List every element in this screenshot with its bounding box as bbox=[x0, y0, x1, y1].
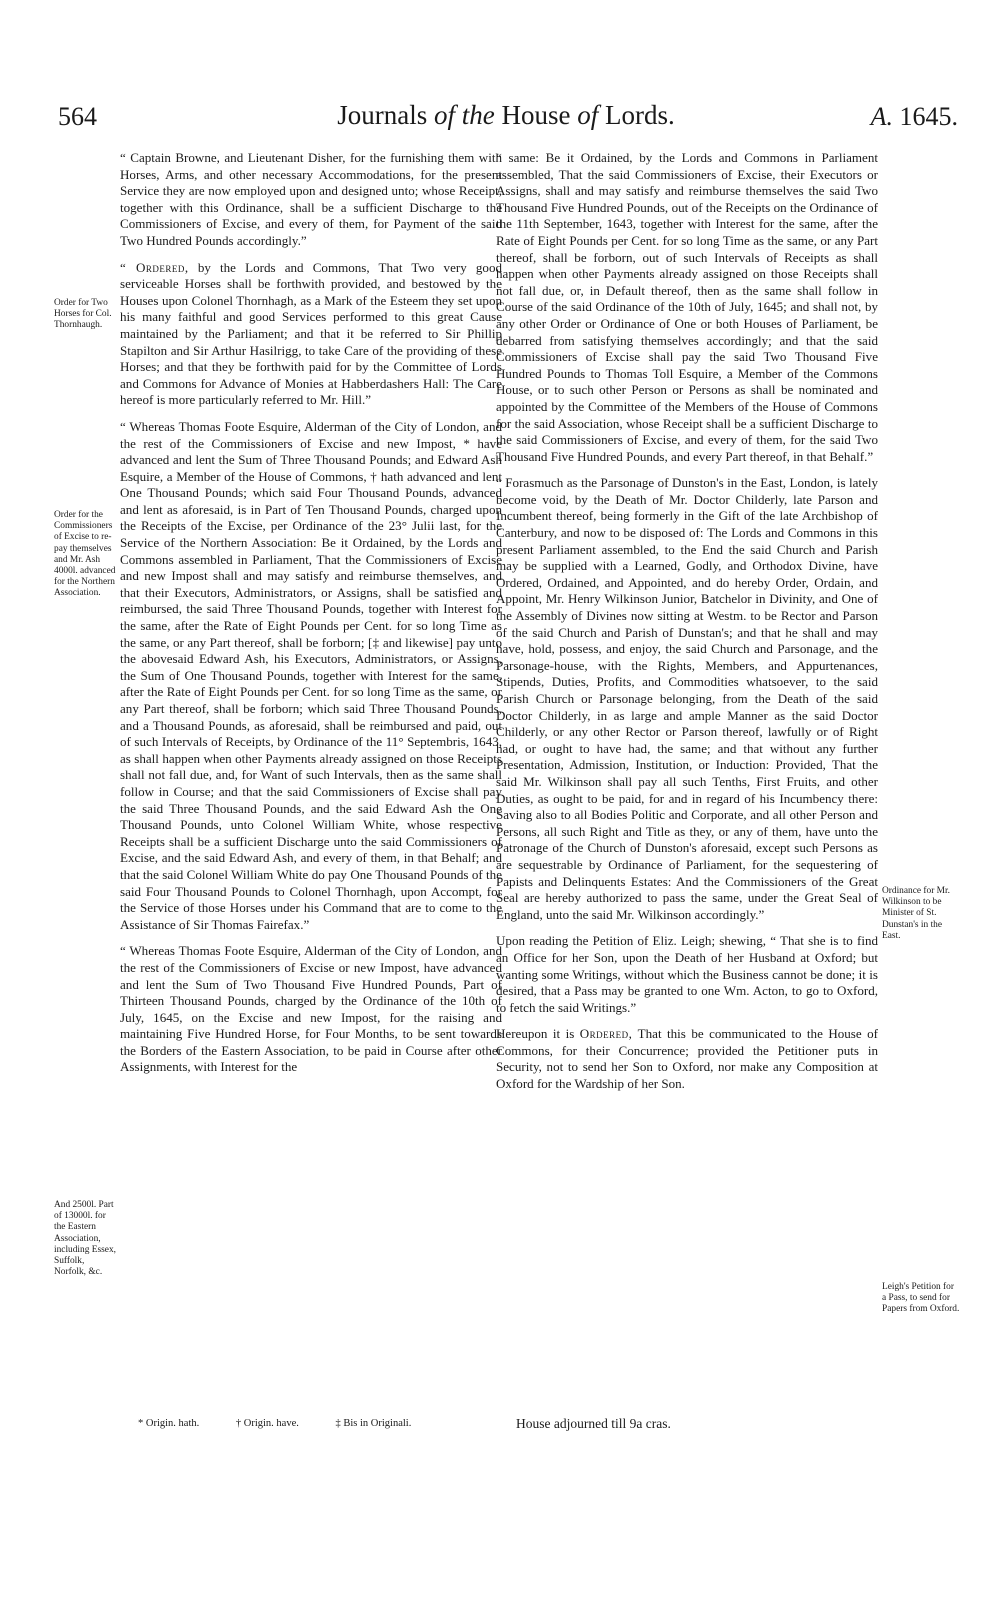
year-label bbox=[871, 102, 958, 132]
ordered-lead: “ Ordered, bbox=[120, 259, 189, 275]
margin-note-leigh-petition: Leigh's Petition for a Pass, to send for Papers from Oxford. bbox=[882, 1282, 960, 1315]
title-word: of bbox=[433, 100, 455, 130]
page-header bbox=[54, 98, 958, 140]
margin-note-thornhaugh-horses: Order for Two Horses for Col. Thornhaugh. bbox=[54, 298, 112, 331]
ordered-word: Ordered, bbox=[579, 1026, 633, 1042]
margin-note-eastern-association: And 2500l. Part of 13000l. for the Eastern Association, including Essex, Suffolk, Norfolk, &c. bbox=[54, 1200, 116, 1278]
adjournment-line: House adjourned till 9a cras. bbox=[516, 1416, 671, 1431]
title-word: of bbox=[577, 100, 599, 130]
paragraph-hereupon-ordered bbox=[496, 1026, 878, 1092]
paragraph-eastern-continued: “ same: Be it Ordained, by the Lords and Commons in Parliament assembled, That the said Commissioners of Excise, their Executors or Assigns, shall and may satisfy and reimburse themselves the said Two Thousand Five Hundred Pounds, out of the Receipts on the Ordinance of the 11th September, 1643, together with Interest for the same, after the Rate of Eight Pounds per Cent. for so long Time as the same, or any Part thereof, shall be forborn, out of such Intervals of Receipts as shall happen when other Payments already assigned on those Receipts shall not fall due, or, in Default thereof, then as the same shall follow in Course of the said Ordinance of the 10th of July, 1645; and shall not, by any other Order or Ordinance of One or both Houses of Parliament, be debarred from satisfying themselves accordingly; and that the said Commissioners of Excise shall pay the said Two Thousand Five Hundred Pounds to Thomas Toll Esquire, a Member of the Commons House, or to such other Person or Persons as shall be nominated and appointed by the Committee of the Members of the House of Commons for the said Association, whose Receipt shall be a sufficient Discharge to the said Commissioners of Excise, and every of them, for the said Two Thousand Five Hundred Pounds, and every Part thereof, in that Behalf.” bbox=[496, 150, 878, 464]
running-title bbox=[54, 100, 958, 131]
paragraph-text: by the Lords and Commons, That Two very good serviceable Horses shall be forthwith provided, and bestowed by the Houses upon Colonel Thornhagh, as a Mark of the Esteem they set upon his many faithful and good Services performed to this great Cause maintained by the Parliament; and that it be referred to Sir Phillip Stapilton and Sir Arthur Hasilrigg, to take Care of the providing of these Horses; and that they be forthwith paid for by the Committee of Lords and Commons for Advance of Monies at Habberdashers Hall: The Care hereof is more particularly referred to Mr. Hill.” bbox=[120, 259, 502, 408]
page-number: 564 bbox=[58, 102, 97, 131]
paragraph-text: That this be communicated to the House of Commons, for their Concurrence; provided the Petitioner puts in Security, not to send her Son to Oxford, nor make any Composition at Oxford for the Wardship of her Son. bbox=[496, 1026, 878, 1092]
paragraph-foote-ash: “ Whereas Thomas Foote Esquire, Alderman of the City of London, and the rest of the Commissioners of Excise and new Impost, * have advanced and lent the Sum of Three Thousand Pounds; and Edward Ash Esquire, a Member of the House of Commons, † hath advanced and lent One Thousand Pounds; which said Four Thousand Pounds, advanced and lent as aforesaid, is in Part of Ten Thousand Pounds, charged upon the Receipts of the Excise, per Ordinance of the 23° Julii last, for the Service of the Northern Association: Be it Ordained, by the Lords and Commons assembled in Parliament, That the Commissioners of Excise and new Impost shall and may satisfy and reimburse themselves, and that their Executors, Administrators, or Assigns, shall be satisfied and reimbursed, the said Three Thousand Pounds, together with Interest for the same, after the Rate of Eight Pounds per Cent. for so long Time as the same, or any Part thereof, shall be forborn; [‡ and likewise] pay unto the abovesaid Edward Ash, his Executors, Administrators, or Assigns, the Sum of One Thousand Pounds, together with Interest for the same, after the Rate of Eight Pounds per Cent. for so long Time as the same, or any Part thereof, shall be forborn; which said Three Thousand Pounds, and a Thousand Pounds, as aforesaid, shall be reimbursed and paid, out of such Intervals of Receipts, by Ordinance of the 11° Septembris, 1643, as shall happen when other Payments already assigned on those Receipts shall not fall due, and, for Want of such Intervals, then as the same shall follow in Course; and that the said Commissioners of Excise shall pay the said Three Thousand Pounds, and the said Edward Ash the One Thousand Pounds, unto Colonel William White, whose respective Receipts shall be a sufficient Discharge unto the said Commissioners of Excise, and the said Edward Ash, and every of them, in that Behalf; and that the said Colonel William White do pay One Thousand Pounds of the said Four Thousand Pounds to Colonel Thornhagh, upon Accompt, for the Service of those Horses under his Command that are to come to the Assistance of Sir Thomas Fairefax.” bbox=[120, 418, 502, 932]
year-value: 1645. bbox=[899, 102, 958, 131]
footnotes bbox=[138, 1418, 498, 1429]
paragraph-browne-disher: “ Captain Browne, and Lieutenant Disher, for the furnishing them with Horses, Arms, and other necessary Accommodations, for the present Service they are now employed upon and designed unto; whose Receipt, together with this Ordinance, shall be a sufficient Discharge to the Commissioners of Excise, and every of them, for Payment of the said Two Hundred Pounds accordingly.” bbox=[120, 150, 502, 248]
paragraph-eastern-association: “ Whereas Thomas Foote Esquire, Alderman of the City of London, and the rest of the Commissioners of Excise or new Impost, have advanced and lent the Sum of Two Thousand Five Hundred Pounds, Part of Thirteen Thousand Pounds, charged by the Ordinance of the 10th of July, 1645, on the Excise and new Impost, for the raising and maintaining Five Hundred Horse, for Four Months, to be sent towards the Borders of the Eastern Association, to be paid in Course after other Assignments, with Interest for the bbox=[120, 943, 502, 1075]
title-word: Journals bbox=[337, 100, 428, 130]
title-word: House bbox=[501, 100, 571, 130]
title-word: the bbox=[461, 100, 495, 130]
margin-note-northern-association: Order for the Commissioners of Excise to re-pay themselves and Mr. Ash 4000l. advanced for the Northern Association. bbox=[54, 510, 116, 599]
paragraph-thornhagh-horses bbox=[120, 260, 502, 409]
footnote: ‡ Bis in Originali. bbox=[335, 1418, 412, 1429]
title-word: Lords. bbox=[605, 100, 675, 130]
margin-note-wilkinson-ordinance: Ordinance for Mr. Wilkinson to be Minister of St. Dunstan's in the East. bbox=[882, 886, 950, 941]
footnote: * Origin. hath. bbox=[138, 1418, 200, 1429]
footnote: † Origin. have. bbox=[235, 1418, 299, 1429]
year-prefix: A. bbox=[870, 102, 893, 131]
paragraph-dunstans-parsonage: “ Forasmuch as the Parsonage of Dunston's in the East, London, is lately become void, by the Death of Mr. Doctor Childerly, late Parson and Incumbent thereof, being formerly in the Gift of the late Archbishop of Canterbury, and now to be disposed of: The Lords and Commons in this present Parliament assembled, to the End the said Church and Parish may be supplied with a Learned, Godly, and Orthodox Divine, have Ordered, Ordained, and Appointed, and do hereby Order, Ordain, and Appoint, Mr. Henry Wilkinson Junior, Batchelor in Divinity, and One of the Assembly of Divines now sitting at Westm. to be Rector and Parson of the said Church and Parish of Dunstan's; and that he shall and may have, hold, possess, and enjoy, the said Church and Parsonage, and the Parsonage-house, with the Rights, Members, and Appurtenances, Stipends, Duties, Profits, and Commodities whatsoever, to the said Parish Church or Parsonage belonging, from the Death of the said Doctor Childerly, in as large and ample Manner as the said Doctor Childerly, or any other Rector or Parson thereof, lawfully or of Right had, or ought to have had, the same; and that without any further Presentation, Admission, Institution, or Induction: Provided, That the said Mr. Wilkinson shall pay all such Tenths, First Fruits, and other Duties, as ought to be paid, for and in regard of his Incumbency there: Saving also to all Bodies Politic and Corporate, and all other Person and Persons, all such Right and Title as they, or any of them, have unto the Patronage of the Church of Dunston's aforesaid, except such Persons as are sequestrable by Ordinance of Parliament, for the sequestering of Papists and Delinquents Estates: And the Commissioners of the Great Seal are hereby authorized to pass the same, under the Great Seal of England, unto the said Mr. Wilkinson accordingly.” bbox=[496, 475, 878, 922]
paragraph-lead: Hereupon it is bbox=[496, 1026, 575, 1042]
paragraph-leigh-petition: Upon reading the Petition of Eliz. Leigh; shewing, “ That she is to find an Office for her Son, upon the Death of her Husband at Oxford; but wanting some Writings, without which the Business cannot be done; it is desired, that a Pass may be granted to one Wm. Acton, to go to Oxford, to fetch the said Writings.” bbox=[496, 933, 878, 1015]
right-column bbox=[496, 150, 878, 1103]
left-column bbox=[120, 150, 502, 1086]
